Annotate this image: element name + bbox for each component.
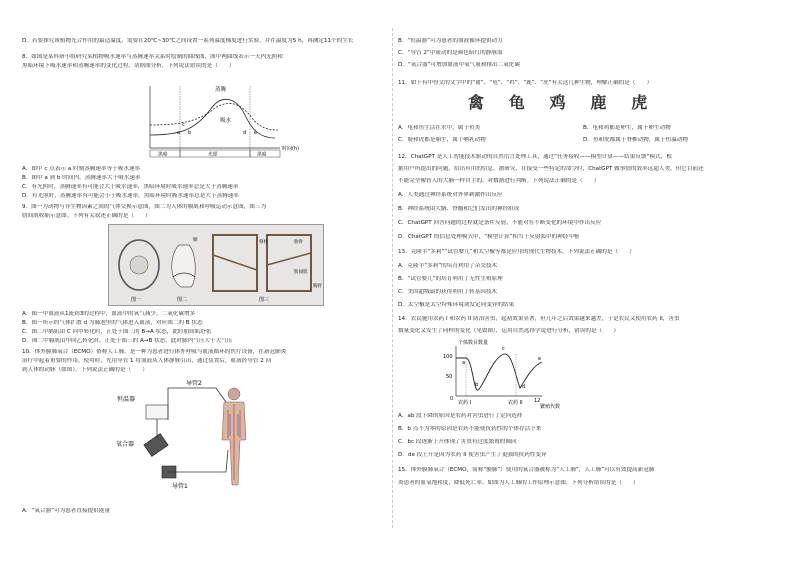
q9-label-muscle: 肋间肌 xyxy=(294,270,308,275)
q10-tube1-line xyxy=(168,450,228,472)
q10-option-b: B．“恒温器”可为患者的血液循环提供动力 xyxy=(398,38,503,44)
q14-tick-100: 100 xyxy=(443,354,453,360)
q13-option-b: B．“试管婴儿”的培育利用了无性生殖原理 xyxy=(398,276,503,282)
q11-glyph-2: 龟 xyxy=(508,93,526,112)
q11-glyph-1: 禽 xyxy=(468,93,486,112)
q10-label-pump: 恒温器 xyxy=(117,396,136,403)
q11-option-c: C．鹿和虎都是胎生，属于哺乳动物 xyxy=(398,137,486,143)
q8-point-b: b xyxy=(188,130,192,136)
q11-option-b: B．龟和鸡都是卵生，属于卵生动物 xyxy=(583,125,671,131)
q13-option-d: D．太空椒是太空特殊环境诱发定向变异的结果 xyxy=(398,302,515,308)
q8-option-c: C．有光照时，蒸腾速率有可能会大于吸水速率，黑暗环境时吸水速率总是大于蒸腾速率 xyxy=(22,184,239,190)
q14-option-a: A．ab 段下降的原因是农药对害虫进行了定向选择 xyxy=(398,413,523,419)
q13-option-c: C．美国超级鼠的获得利用了转基因技术 xyxy=(398,289,498,295)
q9-option-d: D．图二中膈肌由甲向乙转化时，正处于图三的 A→B 状态，此时肺内气压大于大气压 xyxy=(22,338,233,344)
q12-stem-line2: 据用户所提出的问题，给出有用的信息。据研究，在接受一些特定的命令时，ChatGPT 做事情的效率远超人类，但它目前还 xyxy=(398,166,704,172)
q9-fig2-chest xyxy=(172,245,196,287)
q14-point-e: e xyxy=(538,356,542,362)
q14-tick-50: 50 xyxy=(446,374,453,380)
q15-stem-line1: 15．体外膜肺氧合（ECMO，简称“膜肺”）使用的氧合器被称为“人工肺”，人工肺”可以有效提高新冠肺 xyxy=(398,467,655,473)
q10-option-a: A．“氧合器”可为患者直接提供能量 xyxy=(22,508,110,514)
q10-stem-line1: 10．体外膜肺氧合（ECMO）俗称人工肺，是一种为患者进行体外呼吸与血液循环的医疗设备，在新冠肺炎 xyxy=(22,349,287,355)
q8-point-c: c xyxy=(182,122,185,128)
q8-stem-line2: 黑暗环境下吸水速率和蒸腾速率的变化过程，请据图分析，下列说法错误的是（ ） xyxy=(22,63,235,69)
q14-stem-line1: 14．农民施用农药 I 和农药 II 防治害虫，起初效果显著，但几年之后效果越来越差，于是农民又使用农药 II，害虫 xyxy=(398,316,680,322)
q9-stem-line2: 肋间肌收缩示意图。下列有关叙述正确的是（ ） xyxy=(22,213,151,219)
q9-label-fig3: 图三 xyxy=(259,297,270,303)
q14-stem-line2: 数量变化又发生了同样的变化（见如图），运用自然选择学说进行分析，错误的是（ ） xyxy=(398,328,619,334)
q9-fig3-rib-a xyxy=(213,255,257,270)
q14-x-max: 12 xyxy=(534,398,541,404)
q8-transpiration-chart xyxy=(140,80,310,162)
q9-option-c: C．图二中膈肌由 C 向甲转化时，正处于图三的 B→A 状态，此时肋间肌舒张 xyxy=(22,329,212,335)
q10-label-oxygenator: 氧合器 xyxy=(116,441,135,448)
q14-population-curve xyxy=(456,354,542,390)
q12-option-a: A．人类通过神经系统对外界刺激作出反应 xyxy=(398,192,503,198)
q8-label-absorption: 吸水 xyxy=(220,118,232,124)
q8-point-d: d xyxy=(243,130,247,136)
q12-stem-line1: 12．ChatGPT 是人工智能技术驱动的自然语言处理工具，通过“任务接收——模型计算——结果反馈”模式，根 xyxy=(398,154,672,160)
left-column xyxy=(22,0,402,562)
q14-point-d: d xyxy=(522,384,526,390)
q9-respiration-figures xyxy=(108,224,324,306)
q14-x-axis-label: 繁殖代数 xyxy=(540,404,561,410)
q10-option-d: D．“氧合器”可增加血液中氧气量和排出二氧化碳 xyxy=(398,62,520,68)
q8-absorption-curve xyxy=(150,103,278,130)
q10-tube2-line xyxy=(168,388,226,420)
q14-point-c: c xyxy=(502,346,505,352)
q8-label-transpiration: 蒸腾 xyxy=(215,87,227,93)
q14-option-d: D．de 段上升是因为农药 II 使害虫产生了更强的抗药性变异 xyxy=(398,452,547,458)
q9-stem-line1: 9．图一为动物与非生物因素之间的气体交换示意图，图二为人体的膈肌和呼吸运动示意图，图三为 xyxy=(22,204,267,210)
q8-stem-line1: 8．如图是某科研小组研究某植物吸水速率与蒸腾速率关系时绘制的曲线图，图中两曲线表示一天内光照和 xyxy=(22,54,283,60)
q14-option-b: B．b 点不为零的原因是农药不能使抗药性的个体存活下来 xyxy=(398,426,542,432)
q14-pest-population-chart xyxy=(442,338,572,413)
q8-option-b: B．图中 a 到 b 时间内，蒸腾速率大于吸水速率 xyxy=(22,175,141,181)
q14-tick-0: 0 xyxy=(450,396,454,402)
q11-stem: 11．如下有甲骨文的文字中的“禽”、“龟”、“鸡”、“鹿”、“虎”有关这几种生物，理解正确的是（ ） xyxy=(398,80,653,86)
q8-label-dark-1: 黑暗 xyxy=(158,152,168,158)
q8-option-d: D．有光照时，蒸腾速率有可能会小于吸水速率，黑暗环境时吸水速率总是大于蒸腾速率 xyxy=(22,193,239,199)
q13-stem: 13．克隆羊“多莉”“试管婴儿”和太空椒等都是应用的现代生物技术，下列说法正确的是（ ） xyxy=(398,249,635,255)
q10-label-tube1: 导管1 xyxy=(172,483,188,490)
q11-oracle-glyphs xyxy=(468,92,670,113)
q11-glyph-4: 鹿 xyxy=(590,93,608,112)
q14-label-agent2: 农药 II xyxy=(508,400,523,406)
q7-option-d: D．若要探究该植物光合作用的最适温度，需要在20℃~30℃之间设置一系列温度梯度进行实验，并在温度为5 h，再测定11个的生长 xyxy=(22,38,354,44)
q9-figure-drawing xyxy=(109,225,323,305)
q11-option-a: A．龟和鱼生活在水中，属于鱼类 xyxy=(398,125,481,131)
q14-point-a: a xyxy=(462,360,466,366)
q15-stem-line2: 炎患者的血氧饱和度，降低死亡率。如图为人工肺的工作原理示意图，下列分析错误的是（ ） xyxy=(398,480,639,486)
q10-ecmo-diagram xyxy=(116,380,266,492)
q9-label-fig1: 图一 xyxy=(131,297,142,303)
q9-label-ribs: 肋骨 xyxy=(294,240,303,245)
q8-option-a: A．图中 c 点表示 a 时刻蒸腾速率等于吸水速率 xyxy=(22,166,141,172)
q12-stem-line3: 不能完全像智人的大脑一样自主的、对数据进行判断。下列说法正确的是（ ） xyxy=(398,178,600,184)
q10-stem-line2: 治疗中起着重要的作用。使用时，先用导管 1 将血液从人体静脉引出，通过装置后，血液经导管 2 回 xyxy=(22,358,272,364)
q9-label-fig2: 图二 xyxy=(177,297,188,303)
q8-label-time: 时间(h) xyxy=(282,146,300,152)
q11-option-d: D．鱼和虎都属于脊椎动物，属于恒温动物 xyxy=(583,137,688,143)
q12-option-d: D．ChatGPT 的信息处理模式中，“模型计算”相当于反射弧中的神经中枢 xyxy=(398,234,580,240)
q9-label-lungs: 肺 xyxy=(193,238,198,243)
q10-label-tube2: 导管2 xyxy=(186,380,202,387)
q9-label-sternum: 胸骨 xyxy=(313,284,322,289)
q14-option-c: C．bc 段逐渐上升体现了害虫有过度繁殖的倾向 xyxy=(398,439,517,445)
q11-glyph-3: 鸡 xyxy=(549,93,567,112)
column-divider xyxy=(392,28,393,528)
q8-point-e: e xyxy=(254,130,258,136)
q9-option-b: B．图一所示的气体扩散 d 为肺泡里的气体进入血液，对应图二的 B 状态 xyxy=(22,320,203,326)
q12-option-b: B．神经系统由大脑、脊髓和它们发出的神经组成 xyxy=(398,206,520,212)
q10-human-figure xyxy=(222,388,246,485)
q8-point-a: a xyxy=(177,130,181,136)
q9-label-spine: 脊柱 xyxy=(259,240,268,245)
q14-label-agent1: 农药 I xyxy=(458,400,472,406)
q8-label-light: 光照 xyxy=(208,152,218,158)
q10-oxygenator-box xyxy=(144,434,168,457)
q13-option-a: A．克隆羊“多莉”的培育利用了杂交技术 xyxy=(398,263,498,269)
q10-pump-box xyxy=(146,405,168,419)
q9-option-a: A．图一中血液从1流到3的过程中，血液中的氧气减少，二氧化碳增多 xyxy=(22,311,196,317)
q8-label-dark-2: 黑暗 xyxy=(257,152,267,158)
right-column xyxy=(398,0,776,562)
q12-option-c: C．ChatGPT 回答问题的过程就是条件反射，不能对在不断变化的环境中作出反应 xyxy=(398,220,602,226)
q9-fig1-alveolus xyxy=(130,256,148,274)
q14-point-b: b xyxy=(475,382,479,388)
q10-option-c: C．“导管 2”中流动的是颜色暗红的静脉血 xyxy=(398,50,503,56)
q10-stem-line3: 到人体的动脉（如图）。下列说法正确的是（ ） xyxy=(22,367,148,373)
q14-y-axis-label: 个体数目数量 xyxy=(458,340,489,346)
q11-glyph-5: 虎 xyxy=(631,93,649,112)
q9-fig3-rib-b xyxy=(267,253,311,265)
